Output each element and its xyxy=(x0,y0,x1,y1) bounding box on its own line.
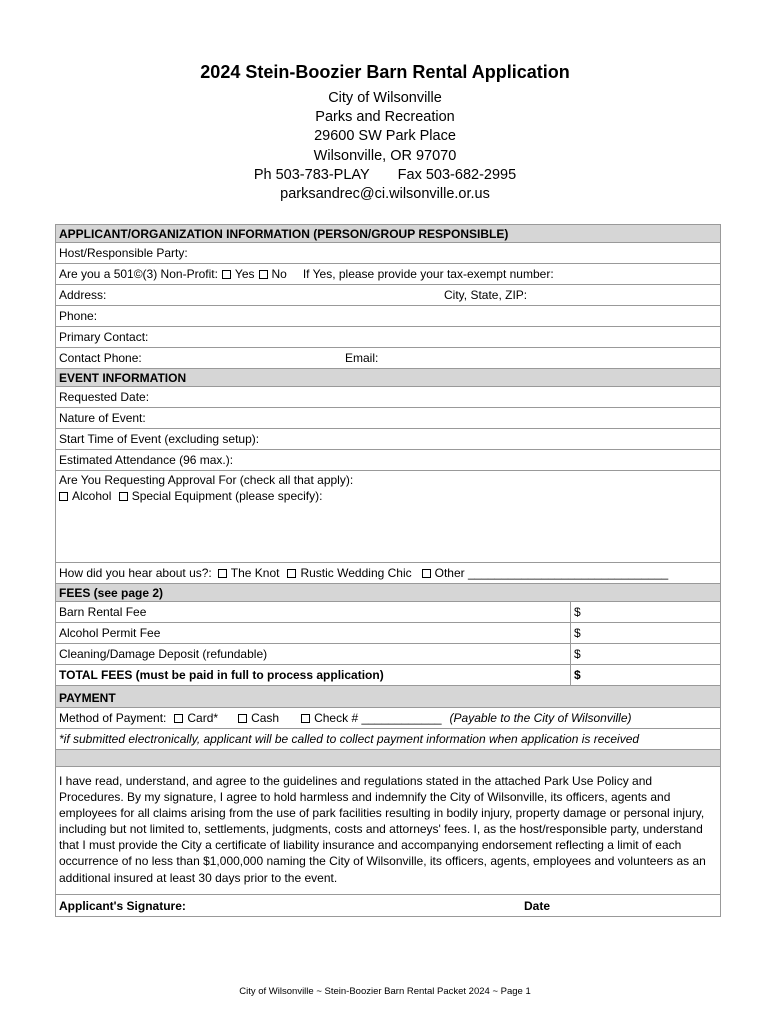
other-label: Other ______________________________ xyxy=(434,566,669,580)
contact-line xyxy=(0,166,770,185)
payment-note-row xyxy=(56,729,720,750)
total-fees-amount-field[interactable]: $ xyxy=(570,665,720,685)
document-title: 2024 Stein-Boozier Barn Rental Application xyxy=(200,62,570,82)
spacer-band xyxy=(56,750,720,767)
card-label: Card* xyxy=(187,711,219,725)
host-field[interactable] xyxy=(56,243,720,264)
applicant-section-heading xyxy=(56,225,720,243)
payment-method-label: Method of Payment: xyxy=(59,711,167,725)
special-equipment-label: Special Equipment (please specify): xyxy=(131,489,323,503)
city-address: Wilsonville, OR 97070 xyxy=(313,147,457,164)
requested-date-label: Requested Date: xyxy=(59,390,150,404)
the-knot-checkbox[interactable] xyxy=(218,569,227,578)
address-field[interactable] xyxy=(56,285,720,306)
start-time-field[interactable] xyxy=(56,429,720,450)
fee-label: Cleaning/Damage Deposit (refundable) xyxy=(59,647,268,661)
rustic-wedding-chic-label: Rustic Wedding Chic xyxy=(300,566,412,580)
requested-date-field[interactable] xyxy=(56,387,720,408)
fee-row-alcohol-permit xyxy=(56,623,720,644)
fee-row-cleaning-deposit xyxy=(56,644,720,665)
payable-note: (Payable to the City of Wilsonville) xyxy=(449,711,632,725)
referral-field xyxy=(56,563,720,584)
city-state-zip-label: City, State, ZIP: xyxy=(444,288,528,302)
approval-field xyxy=(56,471,720,563)
fees-heading-text: FEES (see page 2) xyxy=(59,585,164,600)
nature-label: Nature of Event: xyxy=(59,411,146,425)
card-checkbox[interactable] xyxy=(174,714,183,723)
contact-email: parksandrec@ci.wilsonville.or.us xyxy=(280,186,490,203)
referral-label: How did you hear about us?: xyxy=(59,566,212,580)
nonprofit-label: Are you a 501©(3) Non-Profit: xyxy=(59,267,218,281)
rustic-wedding-chic-checkbox[interactable] xyxy=(287,569,296,578)
fee-amount-field[interactable]: $ xyxy=(570,644,720,664)
primary-contact-label: Primary Contact: xyxy=(59,330,149,344)
nature-field[interactable] xyxy=(56,408,720,429)
check-number-label: Check # ____________ xyxy=(314,711,442,725)
primary-contact-field[interactable] xyxy=(56,327,720,348)
payment-heading-text: PAYMENT xyxy=(59,691,116,705)
agreement-text-block xyxy=(56,767,720,895)
dept-name: Parks and Recreation xyxy=(315,109,455,126)
email-label: Email: xyxy=(345,351,379,365)
cash-checkbox[interactable] xyxy=(238,714,247,723)
fees-section-heading xyxy=(56,584,720,602)
event-heading-text: EVENT INFORMATION xyxy=(59,370,187,385)
org-name: City of Wilsonville xyxy=(328,90,442,106)
payment-method-field xyxy=(56,708,720,729)
document-header xyxy=(0,62,770,204)
nonprofit-no-label: No xyxy=(271,267,287,281)
host-label: Host/Responsible Party: xyxy=(59,246,188,260)
the-knot-label: The Knot xyxy=(230,566,280,580)
fee-label: Alcohol Permit Fee xyxy=(59,626,161,640)
event-section-heading xyxy=(56,369,720,387)
total-fees-label: TOTAL FEES (must be paid in full to process application) xyxy=(59,668,384,682)
alcohol-checkbox[interactable] xyxy=(59,492,68,501)
contact-phone-field[interactable] xyxy=(56,348,720,369)
tax-exempt-label: If Yes, please provide your tax-exempt number: xyxy=(302,267,554,281)
payment-section-heading xyxy=(56,686,720,708)
cash-label: Cash xyxy=(251,711,280,725)
phone-label: Phone: xyxy=(59,309,98,323)
applicant-heading-text: APPLICANT/ORGANIZATION INFORMATION (PERSON/GROUP RESPONSIBLE) xyxy=(59,226,509,241)
fee-row-total xyxy=(56,665,720,686)
nonprofit-yes-checkbox[interactable] xyxy=(222,270,231,279)
fax-number: Fax 503-682-2995 xyxy=(397,166,517,183)
nonprofit-yes-label: Yes xyxy=(234,267,255,281)
approval-label: Are You Requesting Approval For (check all that apply): xyxy=(59,473,354,487)
fee-row-barn-rental xyxy=(56,602,720,623)
contact-phone-label: Contact Phone: xyxy=(59,351,142,365)
phone-field[interactable] xyxy=(56,306,720,327)
page-footer: City of Wilsonville ~ Stein-Boozier Barn Rental Packet 2024 ~ Page 1 xyxy=(239,986,531,997)
electronic-payment-note: *if submitted electronically, applicant will be called to collect payment information when application is received xyxy=(59,732,640,746)
agreement-text: I have read, understand, and agree to the guidelines and regulations stated in the attached Park Use Policy and Procedures. By my signature, I agree to hold harmless and indemnify the City of Wilsonville, its officers, agents and employees for all claims arising from the use of park facilities resulting in bodily injury, property damage or personal injury, including but not limited to, settlements, judgments, costs and attorneys' fees. I, as the host/responsible party, understand that I must provide the City a certificate of liability insurance and accompanying endorsement reflecting a limit of each occurrence of no less than $1,000,000 naming the City of Wilsonville, its officers, agents, employees and volunteers as an additional insured at least 30 days prior to the event. xyxy=(59,774,706,885)
fee-label: Barn Rental Fee xyxy=(59,605,147,619)
nonprofit-no-checkbox[interactable] xyxy=(259,270,268,279)
signature-row xyxy=(56,895,720,916)
start-time-label: Start Time of Event (excluding setup): xyxy=(59,432,260,446)
nonprofit-field xyxy=(56,264,720,285)
fee-amount-field[interactable]: $ xyxy=(570,623,720,643)
other-checkbox[interactable] xyxy=(422,569,431,578)
check-checkbox[interactable] xyxy=(301,714,310,723)
phone-number: Ph 503-783-PLAY xyxy=(253,166,370,183)
attendance-field[interactable] xyxy=(56,450,720,471)
street-address: 29600 SW Park Place xyxy=(314,128,456,145)
special-equipment-checkbox[interactable] xyxy=(119,492,128,501)
signature-label[interactable]: Applicant's Signature: xyxy=(59,898,186,913)
alcohol-label: Alcohol xyxy=(72,489,112,503)
fee-amount-field[interactable]: $ xyxy=(570,602,720,622)
date-label[interactable]: Date xyxy=(524,898,551,913)
application-form xyxy=(55,224,721,917)
address-label: Address: xyxy=(59,288,107,302)
attendance-label: Estimated Attendance (96 max.): xyxy=(59,453,234,467)
